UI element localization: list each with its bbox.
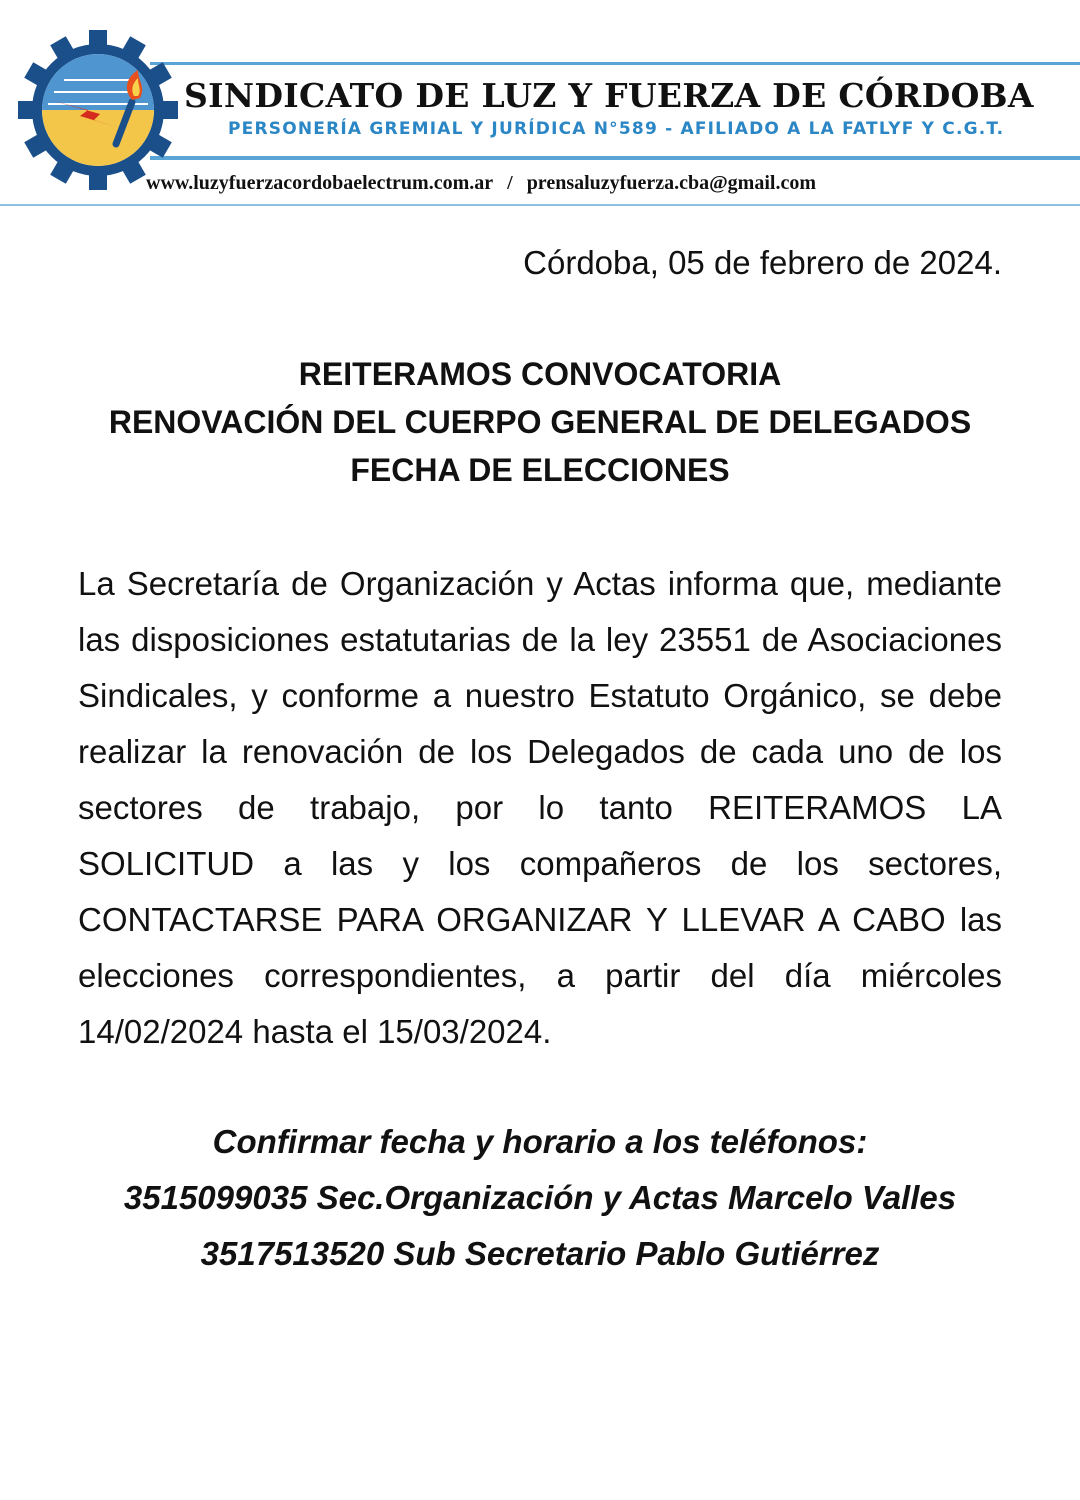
confirm-phone-line: 3517513520 Sub Secretario Pablo Gutiérrez	[200, 1235, 880, 1272]
contact-separator: /	[507, 172, 513, 194]
letterhead-bottom-rule	[150, 156, 1080, 160]
letterhead-top-rule	[150, 62, 1080, 65]
letter-date: Córdoba, 05 de febrero de 2024.	[523, 244, 1002, 281]
organization-name: SINDICATO DE LUZ Y FUERZA DE CÓRDOBA	[184, 76, 1034, 115]
letterhead	[0, 0, 1080, 210]
organization-subtitle: PERSONERÍA GREMIAL Y JURÍDICA N°589 - AFILIADO A LA FATLYF Y C.G.T.	[228, 119, 1005, 139]
confirm-phone-line: 3515099035 Sec.Organización y Actas Marcelo Valles	[123, 1179, 957, 1216]
confirm-line: Confirmar fecha y horario a los teléfonos:	[212, 1123, 868, 1160]
title-line: FECHA DE ELECCIONES	[350, 452, 730, 488]
title-line: REITERAMOS CONVOCATORIA	[298, 356, 782, 392]
letter-title	[60, 350, 1020, 494]
letter-body: La Secretaría de Organización y Actas informa que, mediante las disposiciones estatutarias de la ley 23551 de Asociaciones Sindicales, y conforme a nuestro Estatuto Orgánico, se debe realizar la renovación de los Delegados de cada uno de los sectores de trabajo, por lo tanto REITERAMOS LA SOLICITUD a las y los compañeros de los sectores, CONTACTARSE PARA ORGANIZAR Y LLEVAR A CABO las elecciones correspondientes, a partir del día miércoles 14/02/2024 hasta el 15/03/2024.	[78, 565, 1002, 1050]
gear-lightning-torch-logo-icon	[18, 30, 178, 190]
title-line: RENOVACIÓN DEL CUERPO GENERAL DE DELEGADOS	[108, 404, 972, 440]
contact-confirmation	[40, 1114, 1040, 1282]
website-link[interactable]: www.luzyfuerzacordobaelectrum.com.ar	[146, 172, 494, 194]
letterhead-contact	[146, 172, 816, 195]
letterhead-divider	[0, 204, 1080, 206]
email-link[interactable]: prensaluzyfuerza.cba@gmail.com	[526, 172, 816, 194]
